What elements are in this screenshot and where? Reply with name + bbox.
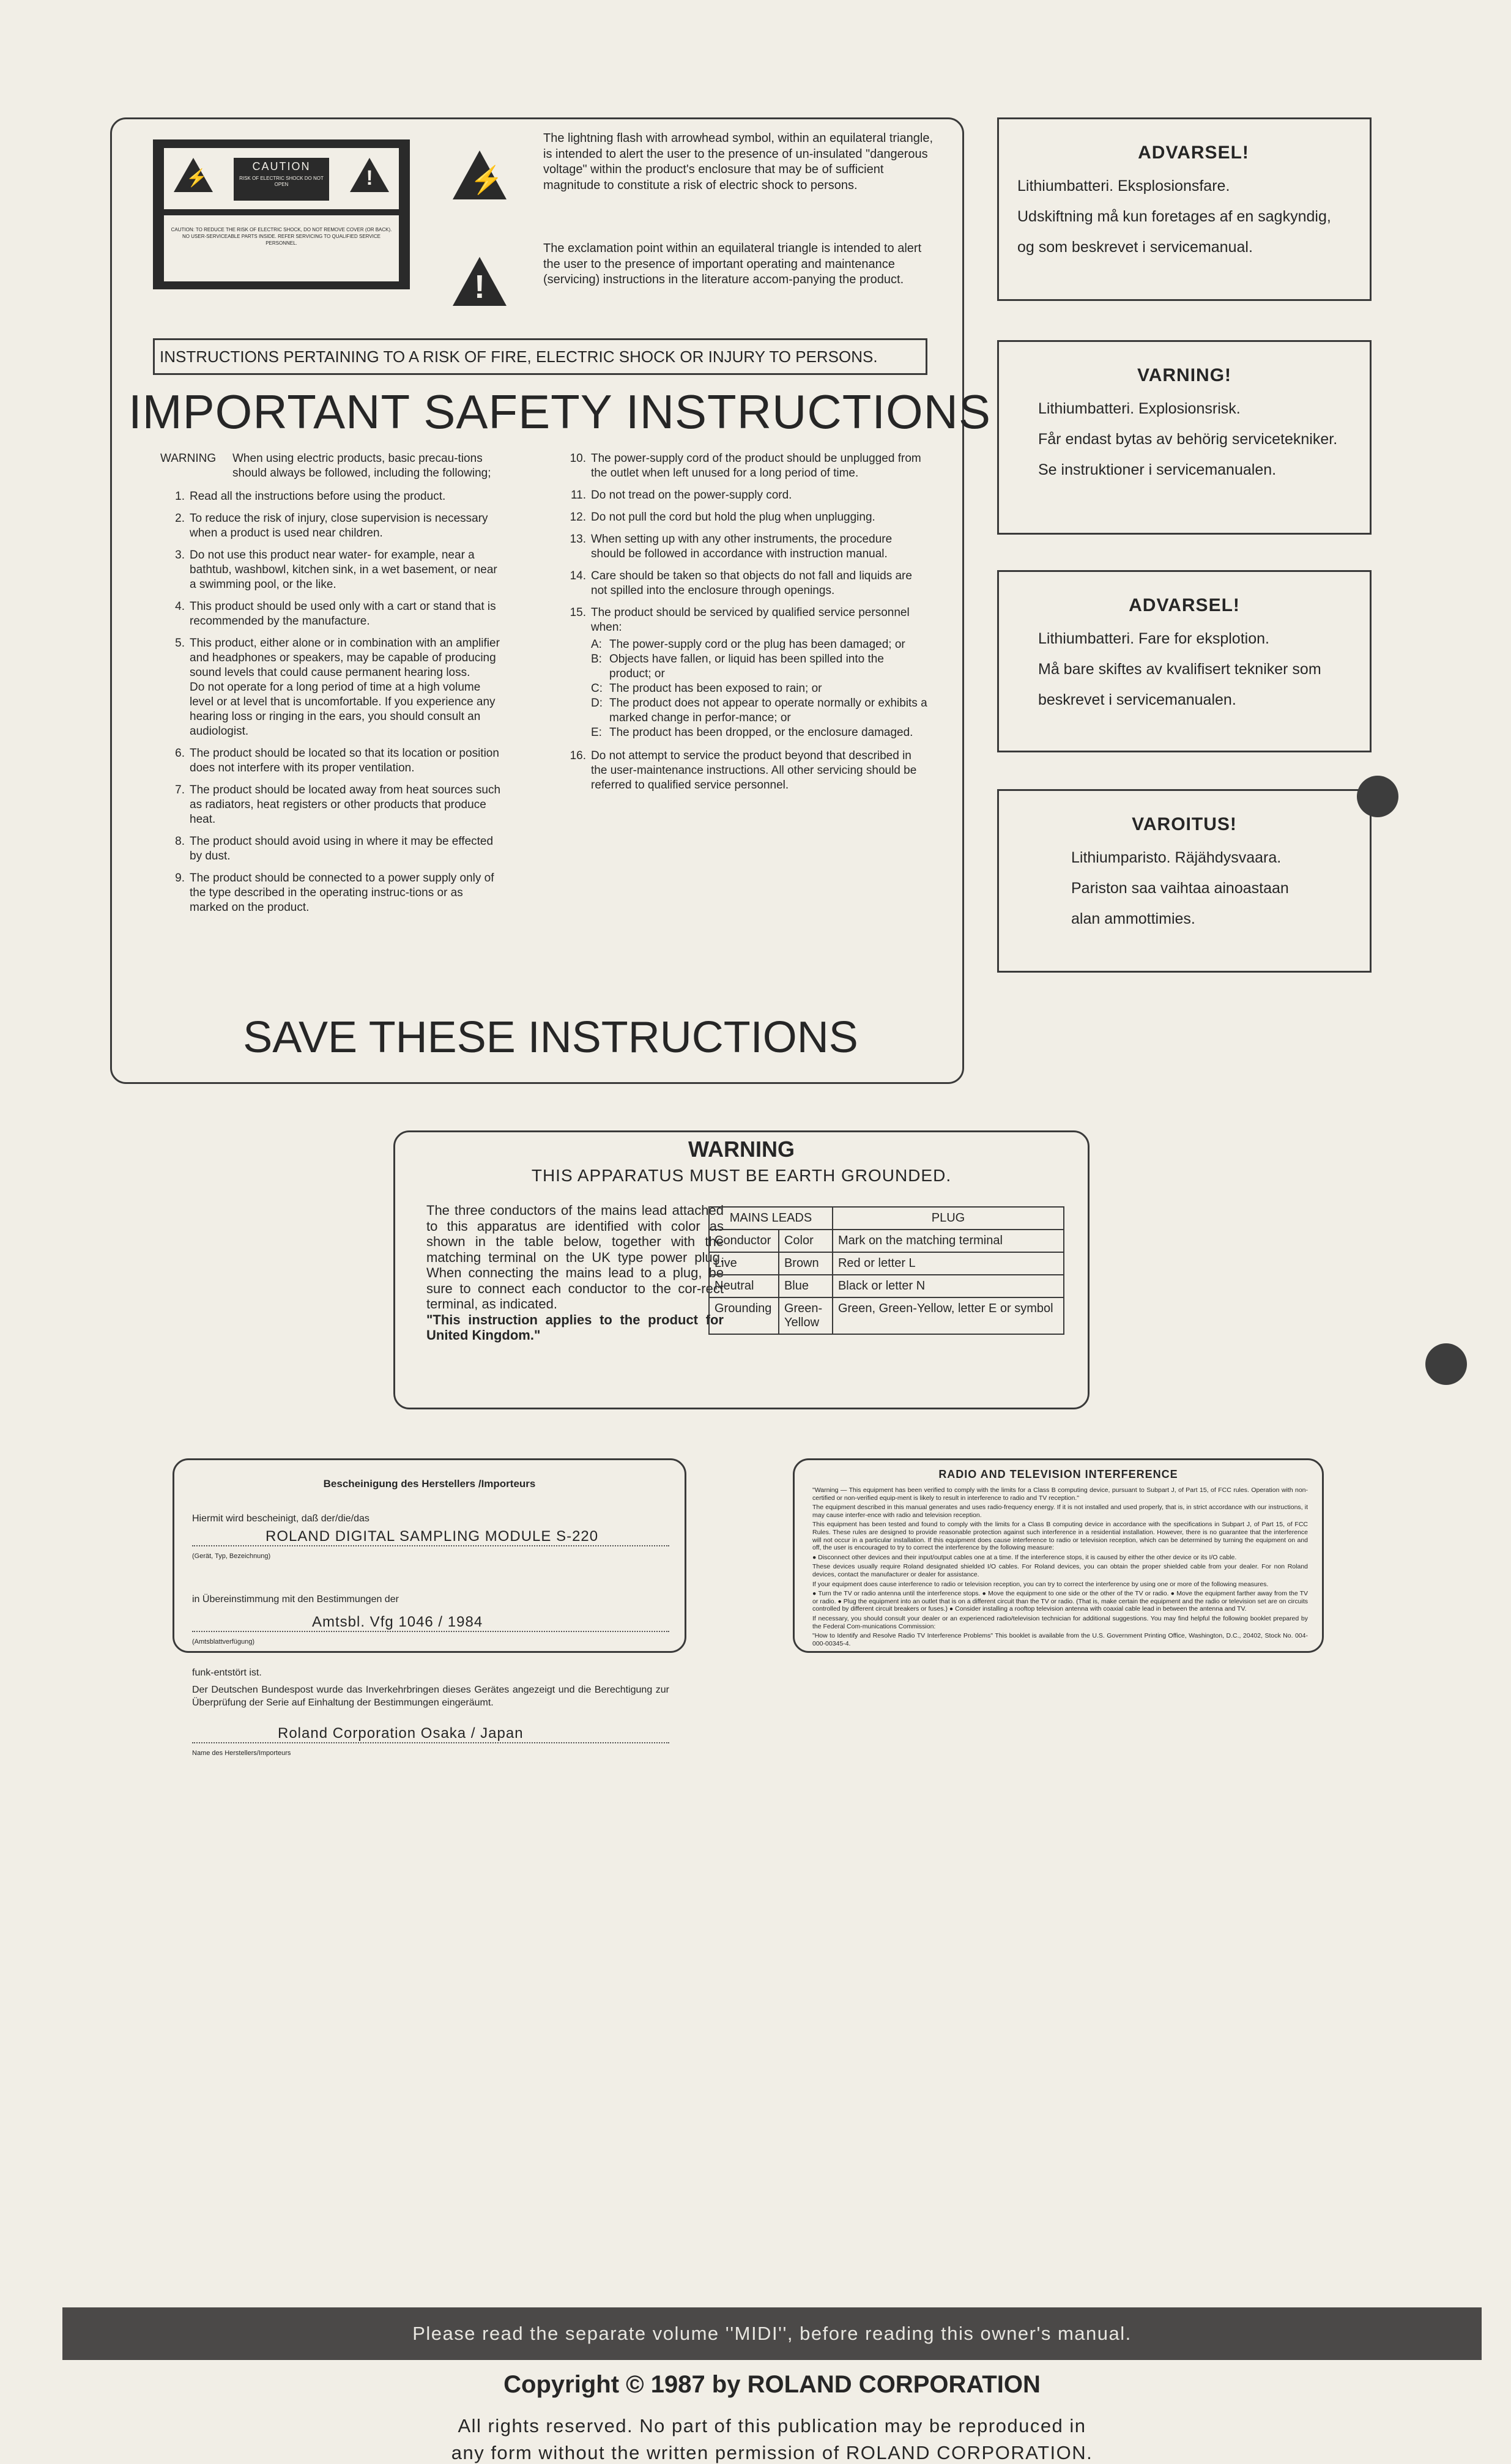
sub-item-text: The product does not appear to operate normally or exhibits a marked change in perfor-mance; or — [609, 697, 927, 724]
sub-item-text: Objects have fallen, or liquid has been spilled into the product; or — [609, 653, 884, 680]
item-number: 1. — [175, 490, 185, 503]
item-number: 11. — [570, 489, 586, 502]
table-subheader-mark: Mark on the matching terminal — [833, 1230, 1064, 1252]
item-number: 5. — [175, 637, 185, 650]
caution-small-text: RISK OF ELECTRIC SHOCK DO NOT OPEN — [239, 176, 324, 187]
warning-line: Lithiumbatteri. Fare for eksplotion. — [1038, 630, 1269, 647]
instruction-item — [160, 871, 503, 915]
warning-line: Lithiumbatteri. Explosionsrisk. — [1038, 400, 1241, 417]
sub-item-text: The product has been exposed to rain; or — [609, 682, 822, 695]
warning-intro-text: When using electric products, basic precau-tions should always be followed, including the following; — [232, 452, 491, 480]
table-cell: Green, Green-Yellow, letter E or symbol — [833, 1297, 1064, 1334]
item-text: Care should be taken so that objects do not fall and liquids are not spilled into the enclosure through openings. — [591, 570, 912, 597]
midi-notice-bar: Please read the separate volume ''MIDI'', before reading this owner's manual. — [62, 2307, 1482, 2360]
item-number: 4. — [175, 600, 185, 613]
earth-warning-body: The three conductors of the mains lead attached to this apparatus are identified with color as shown in the table below, together with the matching terminal on the UK type power plug. When connecting the mains lead to a plug, be sure to connect each conductor to the cor-rect terminal, as indicated. — [426, 1203, 724, 1312]
warning-line: Må bare skiftes av kvalifisert tekniker som — [1038, 661, 1321, 678]
radio-paragraph: ● Disconnect other devices and their input/output cables one at a time. If the interference stops, it is caused by either the other device or its I/O cable. — [812, 1553, 1237, 1561]
norwegian-warning-box — [997, 570, 1372, 752]
lightning-symbol-text: The lightning flash with arrowhead symbol, within an equilateral triangle, is intended to alert the user to the presence of un-insulated "dangerous voltage" within the product's enclosure that may be of sufficient magnitude to constitute a risk of electric shock to persons. — [543, 132, 934, 192]
item-text: The product should be connected to a power supply only of the type described in the operating instruc-tions or as marked on the product. — [190, 872, 494, 914]
item-number: 9. — [175, 872, 185, 885]
table-row — [709, 1297, 1064, 1334]
instruction-item — [160, 783, 503, 827]
instruction-item — [160, 636, 503, 739]
sub-item-letter: C: — [591, 682, 603, 695]
certificate-title: Bescheinigung des Herstellers /Importeurs — [323, 1478, 536, 1490]
item-number: 10. — [570, 452, 586, 465]
radio-paragraph: If necessary, you should consult your dealer or an experienced radio/television technician for additional suggestions. You may find helpful the following booklet prepared by the Federal Com-munications Commission: — [812, 1614, 1308, 1630]
certificate-in-uebereinstimmung: in Übereinstimmung mit den Bestimmungen der — [192, 1594, 399, 1605]
item-number: 16. — [570, 749, 586, 762]
warning-line: og som beskrevet i servicemanual. — [1017, 239, 1253, 256]
certificate-product: ROLAND DIGITAL SAMPLING MODULE S-220 — [192, 1528, 669, 1546]
instruction-item — [562, 488, 929, 503]
warning-line: Lithiumbatteri. Eksplosionsfare. — [1017, 177, 1230, 195]
item-text: Do not pull the cord but hold the plug when unplugging. — [591, 511, 875, 524]
rights-line-2: any form without the written permission of ROLAND CORPORATION. — [451, 2442, 1093, 2463]
warning-line: Se instruktioner i servicemanualen. — [1038, 461, 1277, 478]
table-cell: Live — [709, 1252, 779, 1275]
danish-warning-box — [997, 117, 1372, 301]
table-cell: Red or letter L — [833, 1252, 1064, 1275]
main-title: IMPORTANT SAFETY INSTRUCTIONS — [128, 385, 992, 439]
table-cell: Brown — [779, 1252, 833, 1275]
warning-line: Udskiftning må kun foretages af en sagkyndig, — [1017, 208, 1331, 225]
warning-heading: VAROITUS! — [1132, 814, 1237, 834]
earth-warning-title: WARNING — [688, 1137, 795, 1162]
instruction-item — [562, 749, 929, 793]
item-text: This product, either alone or in combination with an amplifier and headphones or speakers, may be capable of producing sound levels that could cause permanent hearing loss. — [190, 637, 500, 679]
instruction-item — [562, 569, 929, 598]
copyright-line: Copyright © 1987 by ROLAND CORPORATION — [503, 2371, 1041, 2398]
certificate-hiermit: Hiermit wird bescheinigt, daß der/die/das — [192, 1513, 369, 1524]
table-cell: Black or letter N — [833, 1275, 1064, 1297]
certificate-funk: funk-entstört ist. — [192, 1668, 262, 1678]
earth-warning-subtitle: THIS APPARATUS MUST BE EARTH GROUNDED. — [531, 1166, 952, 1185]
certificate-manufacturer-caption: Name des Herstellers/Importeurs — [192, 1750, 291, 1757]
radio-tv-title: RADIO AND TELEVISION INTERFERENCE — [938, 1468, 1178, 1480]
table-subheader-conductor: Conductor — [709, 1230, 779, 1252]
item-text: Read all the instructions before using the product. — [190, 490, 446, 503]
instruction-item — [160, 489, 503, 504]
item-text: Do not attempt to service the product beyond that described in the user-maintenance instructions. All other servicing should be referred to qualified service personnel. — [591, 749, 917, 792]
earth-warning-text — [426, 1203, 724, 1343]
table-cell: Green-Yellow — [779, 1297, 833, 1334]
swedish-warning-box — [997, 340, 1372, 535]
instruction-item — [160, 511, 503, 541]
instruction-item — [562, 451, 929, 481]
caution-word-box — [234, 158, 329, 201]
item-number: 15. — [570, 606, 586, 619]
item-number: 8. — [175, 835, 185, 848]
warning-line: Lithiumparisto. Räjähdysvaara. — [1071, 849, 1282, 866]
warning-line: beskrevet i servicemanualen. — [1038, 691, 1236, 708]
exclamation-warning-icon: ! — [350, 158, 389, 192]
lightning-warning-icon: ⚡ — [174, 158, 213, 192]
instruction-item — [160, 599, 503, 629]
item-text: The product should be located so that its location or position does not interfere with its proper ventilation. — [190, 747, 499, 774]
table-header-plug: PLUG — [833, 1207, 1064, 1230]
sub-item — [591, 637, 929, 652]
rights-line-1: All rights reserved. No part of this publication may be reproduced in — [458, 2415, 1086, 2436]
item-text: Do not tread on the power-supply cord. — [591, 489, 792, 502]
sub-item-letter: A: — [591, 638, 602, 651]
lightning-symbol-icon: ⚡ — [453, 150, 507, 199]
instruction-item — [562, 510, 929, 525]
certificate-amtsbl: Amtsbl. Vfg 1046 / 1984 — [192, 1614, 669, 1632]
earth-warning-note: "This instruction applies to the product for United Kingdom." — [426, 1312, 724, 1343]
warning-line: Får endast bytas av behörig servicetekniker. — [1038, 431, 1338, 448]
item-text-continued: Do not operate for a long period of time at a high volume level or at level that is uncomfortable. If you experience any hearing loss or ringing in the ears, you should consult an audiologist. — [190, 681, 496, 738]
punch-hole — [1357, 776, 1398, 817]
instructions-right-column — [562, 451, 929, 800]
instructions-left-column — [160, 451, 503, 922]
radio-paragraph: The equipment described in this manual generates and uses radio-frequency energy. If it is not installed and used properly, that is, in strict accordance with our instructions, it may cause interfer-ence with radio and television reception. — [812, 1504, 1308, 1519]
certificate-amtsbl-caption: (Amtsblattverfügung) — [192, 1638, 255, 1646]
certificate-product-caption: (Gerät, Typ, Bezeichnung) — [192, 1553, 271, 1560]
punch-hole — [1425, 1343, 1467, 1385]
radio-paragraph: "Warning — This equipment has been verified to comply with the limits for a Class B computing device, pursuant to Subpart J, of Part 15, of FCC rules. Operation with non-certified or non-verified equip-ment is likely to result in interference to radio and TV reception." — [812, 1486, 1308, 1502]
item-number: 7. — [175, 784, 185, 796]
caution-label-text: CAUTION: TO REDUCE THE RISK OF ELECTRIC SHOCK, DO NOT REMOVE COVER (OR BACK). NO USER-SERVICEABLE PARTS INSIDE. REFER SERVICING TO QUALIFIED SERVICE PERSONNEL. — [164, 215, 399, 281]
item-text: The product should be located away from heat sources such as radiators, heat registers or other products that produce heat. — [190, 784, 501, 826]
warning-heading: ADVARSEL! — [1129, 595, 1240, 615]
instruction-item — [160, 834, 503, 864]
sub-item-letter: D: — [591, 697, 603, 710]
exclamation-symbol-icon: ! — [453, 257, 507, 306]
sub-item — [591, 725, 929, 740]
item-number: 3. — [175, 549, 185, 562]
sub-item — [591, 696, 929, 725]
warning-line: alan ammottimies. — [1071, 910, 1195, 927]
certificate-deutsche-bundespost: Der Deutschen Bundespost wurde das Inverkehrbringen dieses Gerätes angezeigt und die Berechtigung zur Überprüfung der Serie auf Einhaltung der Bestimmungen eingeräumt. — [192, 1685, 669, 1708]
item-number: 13. — [570, 533, 586, 546]
item-text: When setting up with any other instruments, the procedure should be followed in accordance with instruction manual. — [591, 533, 893, 560]
risk-banner: INSTRUCTIONS PERTAINING TO A RISK OF FIRE, ELECTRIC SHOCK OR INJURY TO PERSONS. — [153, 338, 927, 375]
sub-item — [591, 681, 929, 696]
item-number: 12. — [570, 511, 586, 524]
instruction-item — [562, 532, 929, 562]
certificate-manufacturer: Roland Corporation Osaka / Japan — [192, 1725, 669, 1743]
sub-item-text: The product has been dropped, or the enclosure damaged. — [609, 726, 913, 739]
radio-paragraph: ● Turn the TV or radio antenna until the interference stops. ● Move the equipment to one side or the other of the TV or radio. ● Move the equipment farther away from the TV or radio. ● Plug the equipment into an outlet that is on a different circuit than the TV or radio. (That is, make certain the equipment and the radio or television set are on circuits controlled by different circuit breakers or fuses.) ● Consider installing a rooftop television antenna with coaxial cable lead in between the antenna and TV. — [812, 1590, 1308, 1613]
exclamation-symbol-text: The exclamation point within an equilateral triangle is intended to alert the user to the presence of important operating and maintenance (servicing) instructions in the literature accom-panying the product. — [543, 242, 922, 286]
item-number: 6. — [175, 747, 185, 760]
table-row — [709, 1275, 1064, 1297]
sub-item-text: The power-supply cord or the plug has been damaged; or — [609, 638, 905, 651]
warning-heading: ADVARSEL! — [1138, 143, 1249, 163]
table-subheader-color: Color — [779, 1230, 833, 1252]
item-text: Do not use this product near water- for example, near a bathtub, washbowl, kitchen sink, in a wet basement, or near a swimming pool, or the like. — [190, 549, 497, 591]
table-cell: Grounding — [709, 1297, 779, 1334]
item-text: This product should be used only with a cart or stand that is recommended by the manufacture. — [190, 600, 496, 628]
radio-paragraph: "How to Identify and Resolve Radio TV Interference Problems" This booklet is available from the U.S. Government Printing Office, Washington, D.C., 20402, Stock No. 004-000-00345-4. — [812, 1632, 1308, 1647]
radio-paragraph: This equipment has been tested and found to comply with the limits for a Class B computing device in accordance with the specifications in Subpart J, of Part 15, of FCC Rules. These rules are designed to provide reasonable protection against such interference in a residential installation. However, there is no guarantee that the interference will not occur in a particular installation. If this equipment does cause interference to radio or television reception, which can be determined by turning the equipment on and off, the user is encouraged to try to correct the interference by the following measure: — [812, 1521, 1308, 1552]
warning-intro-label: WARNING — [160, 452, 217, 465]
radio-paragraph: These devices usually require Roland designated shielded I/O cables. For Roland devices, you can obtain the proper shielded cable from your dealer. For non Roland devices, contact the manufacturer or dealer for assistance. — [812, 1563, 1308, 1578]
radio-tv-text — [812, 1486, 1308, 1649]
instruction-item — [160, 746, 503, 776]
instruction-item — [562, 606, 929, 635]
item-text: The product should avoid using in where it may be effected by dust. — [190, 835, 494, 863]
table-header-mains: MAINS LEADS — [709, 1207, 833, 1230]
table-row — [709, 1252, 1064, 1275]
warning-heading: VARNING! — [1137, 365, 1232, 385]
item-text: The power-supply cord of the product should be unplugged from the outlet when left unused for a long period of time. — [591, 452, 921, 480]
warning-intro — [160, 451, 503, 481]
table-cell: Neutral — [709, 1275, 779, 1297]
sub-item-letter: B: — [591, 653, 602, 666]
item-number: 14. — [570, 570, 586, 582]
radio-paragraph: If your equipment does cause interference to radio or television reception, you can try to correct the interference by using one or more of the following measures. — [812, 1580, 1269, 1588]
item-text: To reduce the risk of injury, close supervision is necessary when a product is used near children. — [190, 512, 488, 540]
sub-item-letter: E: — [591, 726, 602, 739]
save-instructions-title: SAVE THESE INSTRUCTIONS — [243, 1013, 858, 1062]
mains-leads-table — [708, 1206, 1064, 1335]
table-cell: Blue — [779, 1275, 833, 1297]
sub-item — [591, 652, 929, 681]
item-text: The product should be serviced by qualified service personnel when: — [591, 606, 910, 634]
caution-word: CAUTION — [252, 160, 311, 173]
instruction-item — [160, 548, 503, 592]
finnish-warning-box — [997, 789, 1372, 973]
warning-line: Pariston saa vaihtaa ainoastaan — [1071, 880, 1289, 897]
item-number: 2. — [175, 512, 185, 525]
